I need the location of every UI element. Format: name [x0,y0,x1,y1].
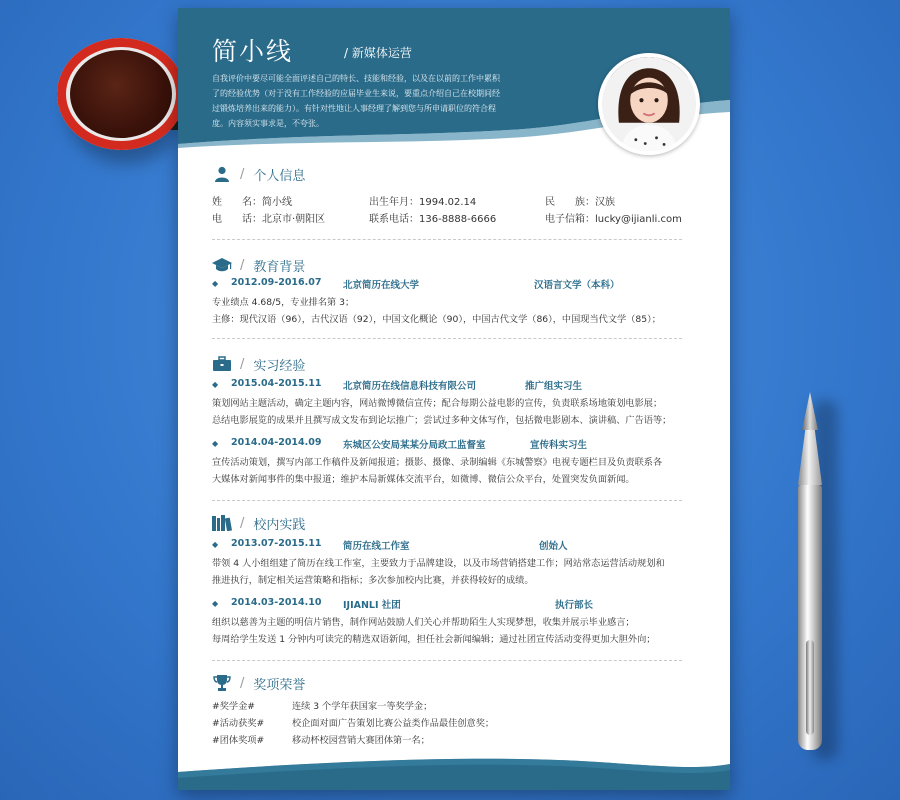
entry-role: 推广组实习生 [525,381,583,392]
section-title: 奖项荣誉 [253,677,306,693]
award-text: 连续 3 个学年获国家一等奖学金； [292,701,433,712]
info-ethnic: 民 族：汉族 [545,197,615,208]
info-birth: 出生年月：1994.02.14 [369,197,477,208]
award-tag: #奖学金# [212,701,255,712]
award-tag: #活动获奖# [212,718,265,729]
profile-photo [598,53,700,155]
award-tag: #团体奖项# [212,735,265,746]
portrait-illustration [602,57,696,151]
bullet-icon: ◆ [212,540,219,549]
entry-line: 专业绩点 4.68/5，专业排名第 3； [212,297,355,308]
campus-section [212,513,692,533]
entry-date: 2012.09-2016.07 [231,277,322,288]
bullet-icon: ◆ [212,599,219,608]
entry-line: 策划网站主题活动，确定主题内容，网站微博微信宣传；配合每期公益电影的宣传，负责联系场地策划电影展； [212,398,663,409]
entry-role: 创始人 [539,541,568,552]
entry-org: 东城区公安局某某分局政工监督室 [343,440,486,451]
self-introduction: 自我评价中要尽可能全面评述自己的特长、技能和经验，以及在以前的工作中累积了的经验优势（对于没有工作经验的应届毕业生来说，要重点介绍自己在校期间经过锻炼培养出来的能力）。有针对性地让人事经理了解到您与所申请职位的符合程度。内容须实事求是，不夸张。 [212,74,500,128]
section-title: 教育背景 [253,259,306,275]
bullet-icon: ◆ [212,380,219,389]
divider [212,660,682,661]
resume-sheet [178,8,730,790]
awards-section [212,673,692,693]
entry-date: 2014.03-2014.10 [231,597,322,608]
section-title: 实习经验 [253,358,306,374]
entry-role: 汉语言文学（本科） [534,280,620,291]
info-email: 电子信箱：lucky@ijianli.com [545,214,682,225]
section-header: / 校内实践 [212,513,692,533]
books-icon [212,514,232,532]
entry-line: 推进执行，制定相关运营策略和指标；多次参加校内比赛，并获得较好的成绩。 [212,575,534,586]
info-phone: 联系电话：136-8888-6666 [369,214,497,225]
candidate-name: 简小线 [212,37,294,66]
entry-org: 简历在线工作室 [343,541,410,552]
trophy-icon [212,674,232,692]
entry-line: 大媒体对新闻事件的集中报道；维护本局新媒体交流平台，如微博、微信公众平台，处置突发负面新闻。 [212,474,635,485]
footer-background [178,750,730,790]
section-header: / 个人信息 [212,164,692,184]
divider [212,338,682,339]
entry-line: 带领 4 人小组组建了简历在线工作室，主要致力于品牌建设，以及市场营销搭建工作；网站常态运营活动规划和 [212,558,665,569]
bullet-icon: ◆ [212,439,219,448]
section-title: 校内实践 [253,517,306,533]
bullet-icon: ◆ [212,279,219,288]
coffee [70,50,172,138]
internship-section [212,354,692,374]
education-section [212,255,692,275]
section-header: / 教育背景 [212,255,692,275]
info-name: 姓 名：简小线 [212,197,292,208]
entry-date: 2013.07-2015.11 [231,538,322,549]
section-header: / 奖项荣誉 [212,673,692,693]
graduation-cap-icon [212,256,232,274]
entry-org: IJIANLI 社团 [343,600,401,611]
pen-clip [806,640,814,735]
job-title: / 新媒体运营 [344,46,412,60]
entry-line: 每周给学生发送 1 分钟内可读完的精选双语新闻，担任社会新闻编辑；通过社团宣传活动变得更加大胆外向； [212,634,656,645]
entry-org: 北京简历在线大学 [343,280,420,291]
award-text: 移动杯校园营销大赛团体第一名； [292,735,430,746]
award-text: 校企面对面广告策划比赛公益类作品最佳创意奖； [292,718,495,729]
section-header: / 实习经验 [212,354,692,374]
divider [212,500,682,501]
entry-role: 执行部长 [555,600,594,611]
entry-line: 组织以慈善为主题的明信片销售，制作网站鼓励人们关心并帮助陌生人实现梦想，收集并展示毕业感言； [212,617,635,628]
person-icon [212,165,232,183]
briefcase-icon [212,355,232,373]
divider [212,239,682,240]
section-title: 个人信息 [253,168,306,184]
info-address: 电 话：北京市·朝阳区 [212,214,326,225]
personal-info-section [212,164,692,184]
entry-line: 总结电影展览的成果并且撰写成文发布到论坛推广；尝试过多种文体写作，包括微电影剧本、演讲稿、广告语等； [212,415,672,426]
entry-date: 2014.04-2014.09 [231,437,322,448]
entry-role: 宣传科实习生 [530,440,588,451]
entry-line: 宣传活动策划，撰写内部工作稿件及新闻报道；摄影、摄像、录制编辑《东城警察》电视专题栏目及负责联系各 [212,457,663,468]
entry-line: 主修：现代汉语（96），古代汉语（92），中国文化概论（90），中国古代文学（86），中国现当代文学（85）； [212,314,661,325]
entry-date: 2015.04-2015.11 [231,378,322,389]
entry-org: 北京简历在线信息科技有限公司 [343,381,477,392]
